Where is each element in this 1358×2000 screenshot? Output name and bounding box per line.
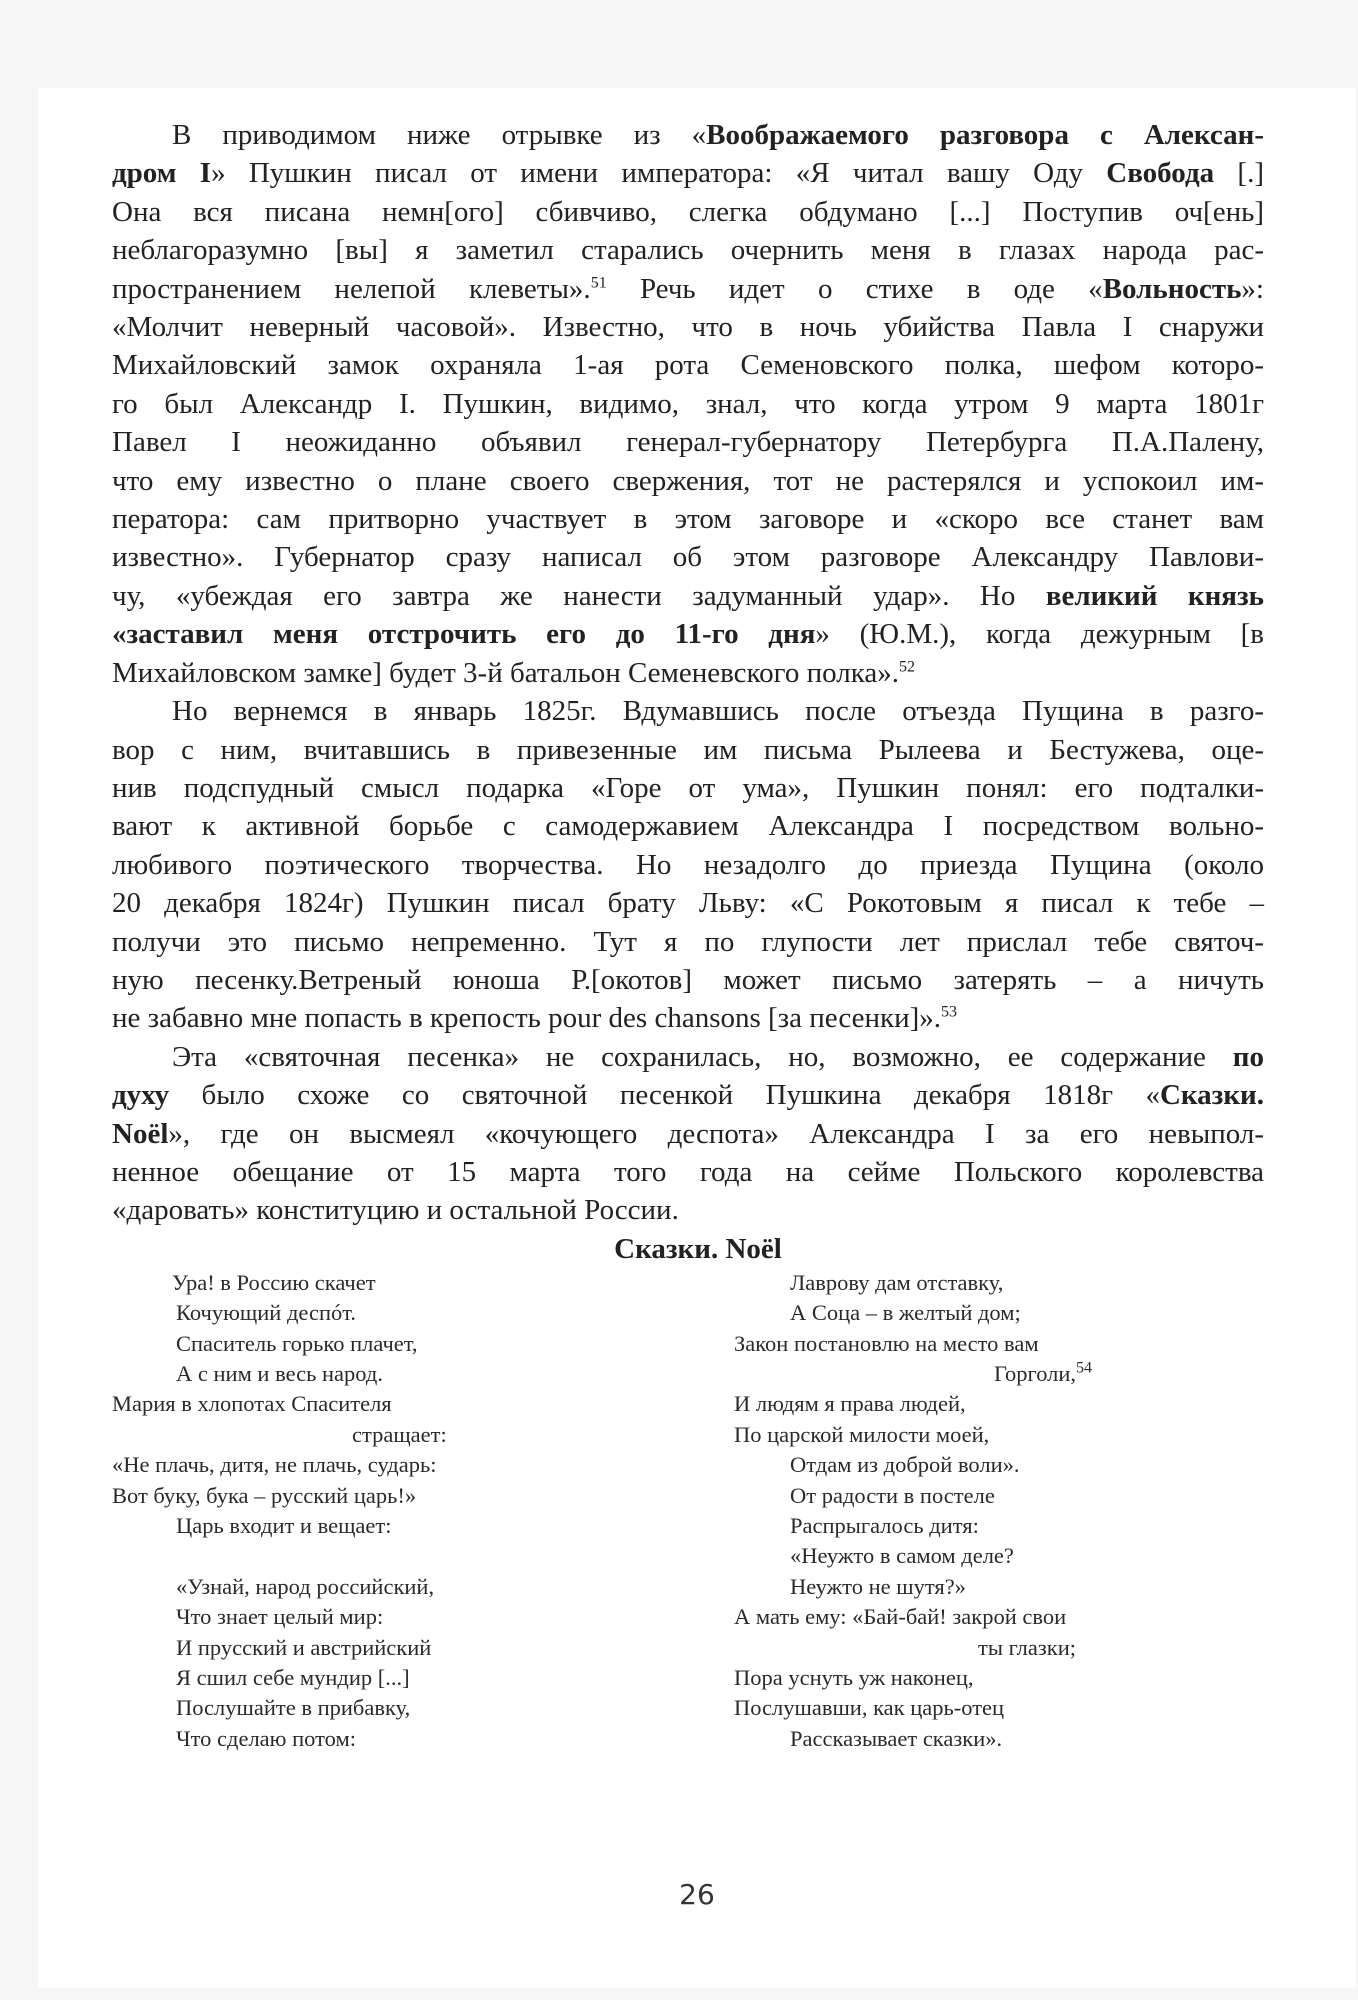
poem-line: Лаврову дам отставку, bbox=[790, 1269, 1004, 1295]
text-run: чу, «убеждая его завтра же нанести задуманный удар». Но bbox=[112, 579, 1046, 612]
text-run: », где он высмеял «кочующего деспота» Александра I за его невыпол- bbox=[168, 1117, 1264, 1150]
poem-line bbox=[112, 1541, 532, 1571]
text-run: ператора: сам притворно участвует в этом заговоре и «скоро все станет вам bbox=[112, 503, 1264, 536]
paragraph bbox=[112, 1038, 1264, 1230]
text-run: »: bbox=[1241, 272, 1264, 305]
bold-text: великий князь bbox=[1045, 579, 1264, 612]
footnote-ref: 53 bbox=[941, 1003, 958, 1021]
page-content bbox=[112, 116, 1264, 1788]
poem-line: От радости в постеле bbox=[790, 1482, 995, 1508]
poem-line: Что сделаю потом: bbox=[176, 1725, 356, 1751]
text-run: получи это письмо непременно. Тут я по глупости лет прислал тебе святоч- bbox=[112, 925, 1264, 958]
text-line bbox=[112, 1038, 1264, 1076]
poem-line: Что знает целый мир: bbox=[176, 1604, 384, 1630]
bold-text: Вольность bbox=[1102, 272, 1242, 305]
text-run: Михайловский замок охраняла 1-ая рота Семеновского полка, шефом которо- bbox=[112, 349, 1264, 382]
poem-line: И людям я права людей, bbox=[734, 1391, 966, 1417]
text-line bbox=[112, 961, 1264, 999]
bold-text: «заставил меня отстрочить его до 11-го дня bbox=[112, 618, 816, 651]
text-run: известно». Губернатор сразу написал об этом разговоре Александру Павлови- bbox=[112, 541, 1264, 574]
poem-line: Царь входит и вещает: bbox=[176, 1513, 392, 1539]
paragraph bbox=[112, 692, 1264, 1038]
poem-line: Горголи,$^{54}$ bbox=[994, 1359, 1093, 1386]
poem-line: Рассказывает сказки». bbox=[790, 1725, 1003, 1751]
text-line bbox=[112, 193, 1264, 231]
text-line bbox=[112, 654, 1264, 692]
poem-line: «Неужто в самом деле? bbox=[790, 1543, 1014, 1569]
text-line bbox=[112, 923, 1264, 961]
poem-line: «Не плачь, дитя, не плачь, сударь: bbox=[112, 1452, 437, 1478]
text-run: Речь идет о стихе в оде « bbox=[606, 272, 1103, 305]
text-run: «Молчит неверный часовой». Известно, что в ночь убийства Павла I снаружи bbox=[112, 311, 1264, 344]
bold-text: Сказки. bbox=[1159, 1079, 1264, 1112]
footnote-ref: 51 bbox=[590, 273, 607, 291]
text-line bbox=[112, 769, 1264, 807]
text-line bbox=[112, 116, 1264, 154]
text-run: пространением нелепой клеветы». bbox=[112, 272, 591, 305]
poem-line: Спаситель горько плачет, bbox=[176, 1330, 418, 1356]
text-line bbox=[112, 346, 1264, 384]
document-page bbox=[38, 88, 1356, 1988]
poem-line: А Соца – в желтый дом; bbox=[790, 1300, 1021, 1326]
poem-line: Послушайте в прибавку, bbox=[176, 1695, 411, 1721]
text-run: вают к активной борьбе с самодержавием Александра I посредством вольно- bbox=[112, 810, 1264, 843]
text-line bbox=[112, 462, 1264, 500]
footnote-ref: 54 bbox=[1076, 1359, 1093, 1377]
text-line bbox=[112, 884, 1264, 922]
text-run: го был Александр I. Пушкин, видимо, знал, что когда утром 9 марта 1801г bbox=[112, 387, 1264, 420]
text-line bbox=[112, 692, 1264, 730]
poem-line: Отдам из доброй воли». bbox=[790, 1452, 1020, 1478]
poem-line: Неужто не шутя?» bbox=[790, 1573, 966, 1599]
poem-line: А мать ему: «Бай-бай! закрой свои bbox=[734, 1604, 1067, 1630]
text-line bbox=[112, 231, 1264, 269]
text-run: неблагоразумно [вы] я заметил старались очернить меня в глазах народа рас- bbox=[112, 234, 1264, 267]
text-line bbox=[112, 308, 1264, 346]
bold-text: по bbox=[1232, 1040, 1264, 1073]
text-run: «даровать» конституцию и остальной России. bbox=[112, 1194, 679, 1227]
text-run: Эта «святочная песенка» не сохранилась, но, возможно, ее содержание bbox=[172, 1040, 1233, 1073]
poem-line: Распрыгалось дитя: bbox=[790, 1513, 979, 1539]
poem-line: Пора уснуть уж наконец, bbox=[734, 1665, 974, 1691]
poem-title: Сказки. Noёl bbox=[614, 1232, 782, 1265]
poem-left-column bbox=[112, 1268, 532, 1755]
text-run: вор с ним, вчитавшись в привезенные им письма Рылеева и Бестужева, оце- bbox=[112, 733, 1264, 766]
text-run: Но вернемся в январь 1825г. Вдумавшись после отъезда Пущина в разго- bbox=[172, 695, 1264, 728]
poem-line: Закон постановлю на место вам bbox=[734, 1330, 1039, 1356]
bold-text: дром I bbox=[112, 157, 212, 190]
text-run: Она вся писана немн[ого] сбивчиво, слегка обдумано [...] Поступив оч[ень] bbox=[112, 195, 1264, 228]
poem-line: Я сшил себе мундир [...] bbox=[176, 1665, 410, 1691]
text-line bbox=[112, 500, 1264, 538]
poem-line: По царской милости моей, bbox=[734, 1421, 990, 1447]
text-line bbox=[112, 1115, 1264, 1153]
bold-text: духу bbox=[112, 1079, 170, 1112]
text-line bbox=[112, 538, 1264, 576]
poem-line: А с ним и весь народ. bbox=[176, 1361, 383, 1386]
poem bbox=[112, 1268, 1264, 1788]
poem-line: «Узнай, народ российский, bbox=[176, 1573, 435, 1599]
text-run: » Пушкин писал от имени императора: «Я читал вашу Оду bbox=[211, 157, 1107, 190]
text-run: Михайловском замке] будет 3-й батальон Семеневского полка». bbox=[112, 656, 899, 689]
text-run: было схоже со святочной песенкой Пушкина декабря 1818г « bbox=[169, 1079, 1160, 1112]
body-text bbox=[112, 116, 1264, 1230]
text-line bbox=[112, 385, 1264, 423]
paragraph bbox=[112, 116, 1264, 692]
text-line bbox=[112, 807, 1264, 845]
poem-line: Мария в хлопотах Спасителя bbox=[112, 1391, 392, 1417]
text-run: что ему известно о плане своего свержения, тот не растерялся и успокоил им- bbox=[112, 464, 1264, 497]
text-line bbox=[112, 731, 1264, 769]
text-run: любивого поэтического творчества. Но незадолго до приезда Пущина (около bbox=[112, 848, 1264, 881]
poem-line: Кочующий деспóт. bbox=[176, 1300, 356, 1326]
text-run: не забавно мне попасть в крепость pour des chansons [за песенки]». bbox=[112, 1002, 942, 1035]
text-line bbox=[112, 270, 1264, 308]
text-line bbox=[112, 846, 1264, 884]
bold-text: Noёl bbox=[112, 1117, 169, 1150]
text-run: Павел I неожиданно объявил генерал-губернатору Петербурга П.А.Палену, bbox=[112, 426, 1264, 459]
bold-text: Воображаемого разговора с Алексан- bbox=[706, 119, 1264, 151]
text-line bbox=[112, 154, 1264, 192]
text-run: [.] bbox=[1214, 157, 1264, 190]
bold-text: Свобода bbox=[1106, 157, 1215, 190]
text-run: ную песенку.Ветреный юноша Р.[окотов] может письмо затерять – а ничуть bbox=[112, 963, 1264, 996]
text-line bbox=[112, 999, 1264, 1037]
text-line bbox=[112, 577, 1264, 615]
text-run: ненное обещание от 15 марта того года на сейме Польского королевства bbox=[112, 1155, 1264, 1188]
text-line bbox=[112, 1076, 1264, 1114]
poem-right-column bbox=[734, 1268, 1154, 1755]
poem-line: Послушавши, как царь-отец bbox=[734, 1695, 1005, 1721]
text-run: нив подспудный смысл подарка «Горе от ума», Пушкин понял: его подталки- bbox=[112, 771, 1264, 804]
footnote-ref: 52 bbox=[898, 658, 915, 676]
poem-line: И прусский и австрийский bbox=[176, 1634, 432, 1660]
text-line bbox=[112, 423, 1264, 461]
poem-line: Ура! в Россию скачет bbox=[172, 1269, 376, 1295]
text-run: 20 декабря 1824г) Пушкин писал брату Льву: «С Рокотовым я писал к тебе – bbox=[112, 887, 1264, 920]
text-line bbox=[112, 615, 1264, 653]
text-run: » (Ю.М.), когда дежурным [в bbox=[815, 618, 1264, 651]
text-run: В приводимом ниже отрывке из « bbox=[172, 119, 707, 151]
poem-line: ты глазки; bbox=[978, 1634, 1076, 1660]
poem-line: Вот буку, бука – русский царь!» bbox=[112, 1482, 417, 1508]
text-line bbox=[112, 1153, 1264, 1191]
poem-line: стращает: bbox=[352, 1421, 447, 1447]
text-line bbox=[112, 1191, 1264, 1229]
page-number: 26 bbox=[679, 1878, 715, 1911]
